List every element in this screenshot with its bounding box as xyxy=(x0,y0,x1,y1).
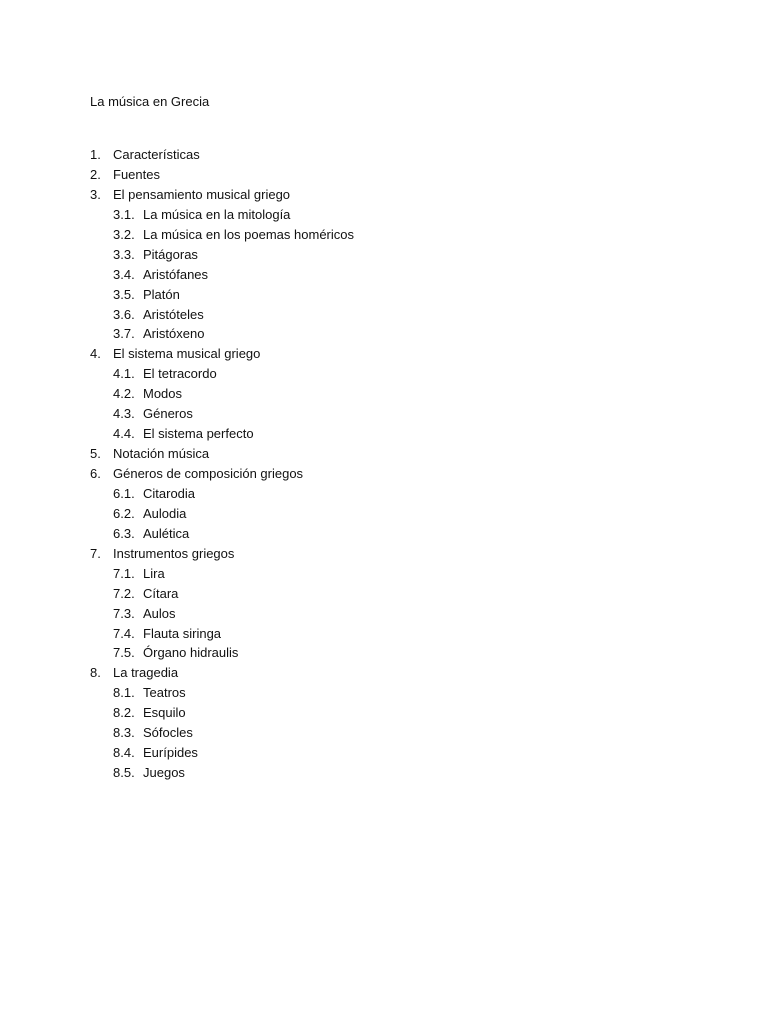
outline-item-number: 8.1. xyxy=(113,685,135,701)
outline-item-label: El pensamiento musical griego xyxy=(113,186,291,202)
outline-item-number: 4.2. xyxy=(113,386,135,402)
outline-item-number: 4.1. xyxy=(113,366,135,382)
outline-subitem xyxy=(90,365,690,385)
outline-item xyxy=(90,186,690,206)
outline-item-number: 4.3. xyxy=(113,406,135,422)
outline-subitem xyxy=(90,525,690,545)
outline-subitem xyxy=(90,385,690,405)
outline-item xyxy=(90,445,690,465)
outline-item-number: 3.6. xyxy=(113,306,135,322)
outline-item-number: 5. xyxy=(90,446,101,462)
outline-item-label: Órgano hidraulis xyxy=(143,645,239,661)
outline-subitem xyxy=(90,644,690,664)
outline-subitem xyxy=(90,565,690,585)
outline-item-number: 7.2. xyxy=(113,585,135,601)
outline-subitem xyxy=(90,206,690,226)
outline-item-label: La música en la mitología xyxy=(143,206,291,222)
outline-subitem xyxy=(90,704,690,724)
outline-item-label: Instrumentos griegos xyxy=(113,545,235,561)
outline-item-label: Géneros de composición griegos xyxy=(113,466,304,481)
outline-subitem xyxy=(90,585,690,605)
outline-subitem xyxy=(90,286,690,306)
outline-item-number: 7.1. xyxy=(113,565,135,581)
outline-subitem xyxy=(90,226,690,246)
outline-subitem xyxy=(90,325,690,345)
outline-item-label: Modos xyxy=(143,386,183,402)
outline-subitem xyxy=(90,605,690,625)
outline-item-number: 7.3. xyxy=(113,605,135,621)
outline-item-label: El sistema perfecto xyxy=(143,426,254,442)
outline-item xyxy=(90,465,690,485)
outline-item xyxy=(90,345,690,365)
outline-item-label: El sistema musical griego xyxy=(113,346,261,362)
outline-item-number: 7.5. xyxy=(113,645,135,661)
outline-item-number: 7.4. xyxy=(113,625,135,641)
outline-item-label: Aulos xyxy=(143,605,176,621)
outline-item-label: La tragedia xyxy=(113,665,179,681)
outline-item-label: Teatros xyxy=(143,685,186,701)
outline-subitem xyxy=(90,306,690,326)
outline-item-number: 3.5. xyxy=(113,286,135,302)
outline-subitem xyxy=(90,744,690,764)
outline-item-label: Características xyxy=(113,147,200,162)
outline-item-number: 1. xyxy=(90,147,101,162)
outline-item-number: 6. xyxy=(90,466,101,481)
outline-subitem xyxy=(90,485,690,505)
outline-item-number: 7. xyxy=(90,545,101,561)
outline-item-label: Citarodia xyxy=(143,485,196,501)
outline-subitem xyxy=(90,425,690,445)
outline-item-label: Géneros xyxy=(143,406,193,422)
outline-item-number: 8.2. xyxy=(113,705,135,721)
outline-item xyxy=(90,545,690,565)
outline-item-label: Aristófanes xyxy=(143,266,209,282)
outline-item-label: Aulodia xyxy=(143,505,187,521)
outline-item-number: 6.2. xyxy=(113,505,135,521)
outline-item-label: Notación música xyxy=(113,446,210,462)
outline-item-number: 6.1. xyxy=(113,485,135,501)
outline-item-number: 3. xyxy=(90,186,101,202)
outline-item-label: Cítara xyxy=(143,585,179,601)
outline-item-number: 6.3. xyxy=(113,525,135,541)
outline-item xyxy=(90,664,690,684)
outline-subitem xyxy=(90,266,690,286)
outline-item-label: Aulética xyxy=(143,525,190,541)
outline-item-label: Lira xyxy=(143,565,165,581)
outline-item-label: Pitágoras xyxy=(143,246,198,262)
outline-subitem xyxy=(90,505,690,525)
outline-item-label: Esquilo xyxy=(143,705,186,721)
outline-subitem xyxy=(90,724,690,744)
outline-item xyxy=(90,146,690,166)
outline-item-number: 3.1. xyxy=(113,206,135,222)
outline-item-label: El tetracordo xyxy=(143,366,217,382)
outline-item-number: 2. xyxy=(90,166,101,182)
outline-item-number: 4. xyxy=(90,346,101,362)
outline-item-number: 8. xyxy=(90,665,101,681)
outline-item-number: 8.4. xyxy=(113,745,135,761)
outline-item-label: Sófocles xyxy=(143,725,193,741)
outline-item-label: Fuentes xyxy=(113,166,160,182)
outline-item-label: Platón xyxy=(143,286,180,302)
outline-item-number: 3.4. xyxy=(113,266,135,282)
outline-item-number: 8.5. xyxy=(113,765,135,781)
outline-subitem xyxy=(90,246,690,266)
outline-list xyxy=(90,146,690,784)
outline-item-label: Aristóteles xyxy=(143,306,204,322)
outline-item-number: 8.3. xyxy=(113,725,135,741)
outline-subitem xyxy=(90,764,690,784)
outline-item-label: La música en los poemas homéricos xyxy=(143,226,354,242)
document-title: La música en Grecia xyxy=(90,94,210,109)
outline-subitem xyxy=(90,684,690,704)
outline-item-number: 4.4. xyxy=(113,426,135,442)
outline-item-label: Eurípides xyxy=(143,745,198,761)
outline-item-label: Flauta siringa xyxy=(143,625,222,641)
outline-item-label: Juegos xyxy=(143,765,185,781)
outline-item-label: Aristóxeno xyxy=(143,326,205,342)
outline-item-number: 3.7. xyxy=(113,326,135,342)
outline-subitem xyxy=(90,625,690,645)
outline-item-number: 3.2. xyxy=(113,226,135,242)
outline-item xyxy=(90,166,690,186)
outline-subitem xyxy=(90,405,690,425)
outline-item-number: 3.3. xyxy=(113,246,135,262)
